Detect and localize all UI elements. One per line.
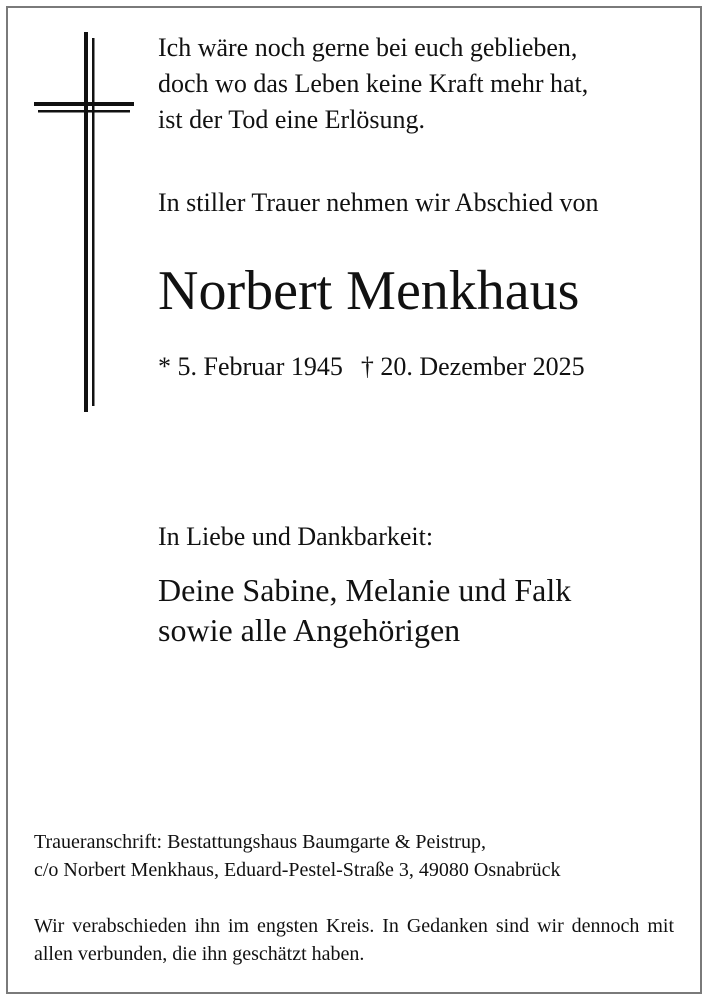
verse-line: ist der Tod eine Erlösung. xyxy=(158,105,426,134)
death-date: † 20. Dezember 2025 xyxy=(360,352,585,381)
cross-icon xyxy=(34,32,134,412)
verse xyxy=(158,30,678,138)
mourners-line: Deine Sabine, Melanie und Falk xyxy=(158,572,572,608)
farewell-intro: In stiller Trauer nehmen wir Abschied von xyxy=(158,188,599,217)
mourners-line: sowie alle Angehörigen xyxy=(158,612,461,648)
verse-line: Ich wäre noch gerne bei euch geblieben, xyxy=(158,33,578,62)
mourners xyxy=(158,570,571,650)
birth-date: * 5. Februar 1945 xyxy=(158,352,343,381)
address-line: Traueranschrift: Bestattungshaus Baumgarte & Peistrup, xyxy=(34,831,486,853)
thanks-heading: In Liebe und Dankbarkeit: xyxy=(158,522,434,551)
verse-line: doch wo das Leben keine Kraft mehr hat, xyxy=(158,69,589,98)
deceased-name: Norbert Menkhaus xyxy=(158,260,580,322)
life-dates xyxy=(158,350,585,384)
condolence-address xyxy=(34,828,561,884)
closing-note: Wir verabschieden ihn im engsten Kreis. In Gedanken sind wir dennoch mit allen verbunden, die ihn geschätzt haben. xyxy=(34,915,674,965)
address-line: c/o Norbert Menkhaus, Eduard-Pestel-Straße 3, 49080 Osnabrück xyxy=(34,859,561,881)
